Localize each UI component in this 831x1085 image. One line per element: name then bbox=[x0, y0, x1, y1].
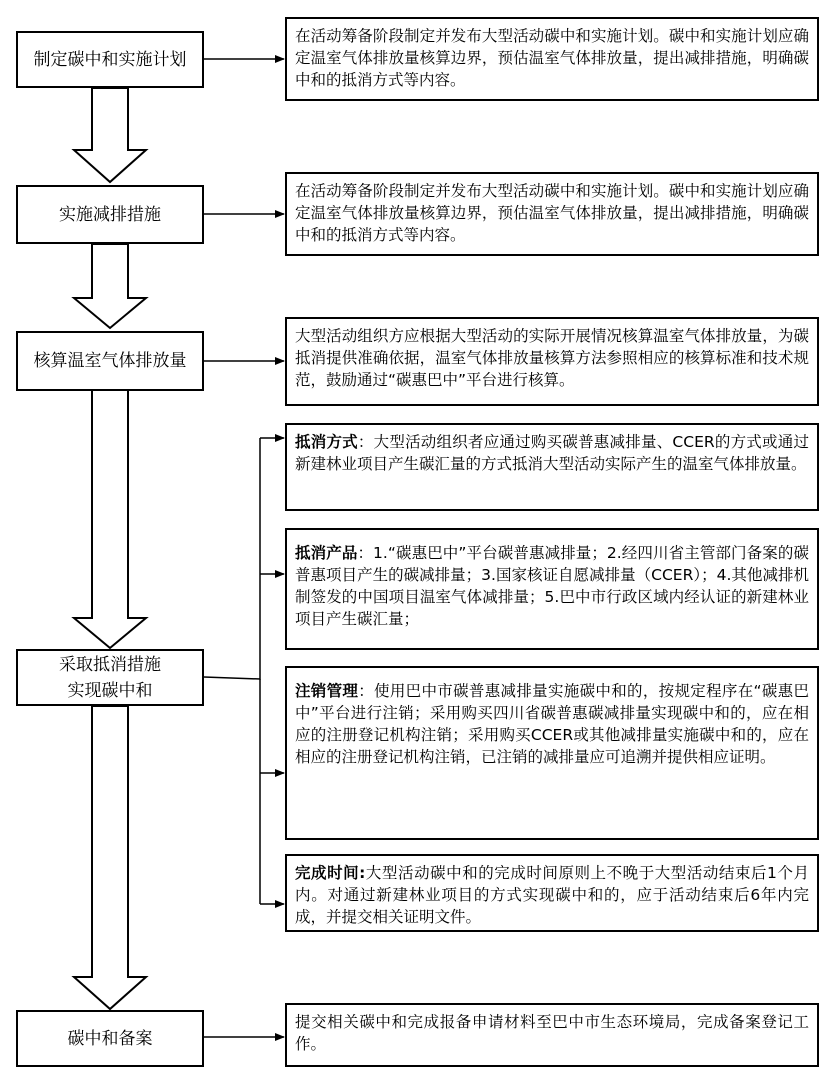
desc-completion-time bbox=[285, 854, 819, 932]
step-filing-box bbox=[16, 1010, 204, 1067]
desc-offset-products-title: 抵消产品 bbox=[295, 544, 358, 562]
desc-cancellation bbox=[285, 666, 819, 840]
down-arrow-3 bbox=[74, 367, 146, 648]
down-arrow-1 bbox=[74, 88, 146, 182]
step-offset-label-line2: 实现碳中和 bbox=[67, 680, 153, 701]
step-accounting-label: 核算温室气体排放量 bbox=[33, 351, 187, 371]
down-arrow-2 bbox=[74, 244, 146, 328]
down-arrow-4 bbox=[74, 706, 146, 1009]
desc-filing-text: 提交相关碳中和完成报备申请材料至巴中市生态环境局，完成备案登记工作。 bbox=[295, 1013, 809, 1053]
desc-reduce-text: 在活动筹备阶段制定并发布大型活动碳中和实施计划。碳中和实施计划应确定温室气体排放量核算边界，预估温室气体排放量，提出减排措施，明确碳中和的抵消方式等内容。 bbox=[295, 182, 809, 244]
connector-4-trunk bbox=[204, 438, 260, 679]
desc-offset-products-text: ：1.“碳惠巴中”平台碳普惠减排量；2.经四川省主管部门备案的碳普惠项目产生的碳减排量；3.国家核证自愿减排量（CCER）；4.其他减排机制签发的中国项目温室气体减排量；5.巴中市行政区域内经认证的新建林业项目产生碳汇量； bbox=[295, 544, 809, 628]
desc-reduce bbox=[285, 172, 819, 256]
step-reduce-label: 实施减排措施 bbox=[59, 204, 161, 225]
step-offset-label-line1: 采取抵消措施 bbox=[59, 654, 161, 675]
step-reduce-box bbox=[16, 185, 204, 244]
desc-plan bbox=[285, 17, 819, 101]
step-plan-label: 制定碳中和实施计划 bbox=[33, 49, 187, 70]
desc-cancellation-title: 注销管理 bbox=[295, 682, 359, 700]
desc-filing bbox=[285, 1003, 819, 1067]
desc-accounting-text: 大型活动组织方应根据大型活动的实际开展情况核算温室气体排放量，为碳抵消提供准确依据，温室气体排放量核算方法参照相应的核算标准和技术规范，鼓励通过“碳惠巴中”平台进行核算。 bbox=[295, 327, 809, 389]
desc-plan-text: 在活动筹备阶段制定并发布大型活动碳中和实施计划。碳中和实施计划应确定温室气体排放量核算边界，预估温室气体排放量，提出减排措施，明确碳中和的抵消方式等内容。 bbox=[295, 27, 809, 89]
desc-cancellation-text: ：使用巴中市碳普惠减排量实施碳中和的，按规定程序在“碳惠巴中”平台进行注销；采用购买四川省碳普惠碳减排量实现碳中和的，应在相应的注册登记机构注销；采用购买CCER或其他减排量实施碳中和的，应在相应的注册登记机构注销，已注销的减排量应可追溯并提供相应证明。 bbox=[295, 682, 809, 766]
step-filing-label: 碳中和备案 bbox=[67, 1028, 153, 1049]
step-plan-box bbox=[16, 31, 204, 88]
desc-offset-method-title: 抵消方式 bbox=[295, 433, 358, 451]
step-accounting-box bbox=[16, 331, 204, 391]
step-offset-box bbox=[16, 649, 204, 706]
desc-offset-method-text: ：大型活动组织者应通过购买碳普惠减排量、CCER的方式或通过新建林业项目产生碳汇量的方式抵消大型活动实际产生的温室气体排放量。 bbox=[295, 433, 809, 473]
desc-completion-time-text: 大型活动碳中和的完成时间原则上不晚于大型活动结束后1个月内。对通过新建林业项目的方式实现碳中和的，应于活动结束后6年内完成，并提交相关证明文件。 bbox=[295, 864, 809, 926]
desc-accounting bbox=[285, 317, 819, 406]
desc-completion-time-title: 完成时间: bbox=[295, 864, 366, 882]
desc-offset-method bbox=[285, 423, 819, 511]
desc-offset-products bbox=[285, 528, 819, 650]
